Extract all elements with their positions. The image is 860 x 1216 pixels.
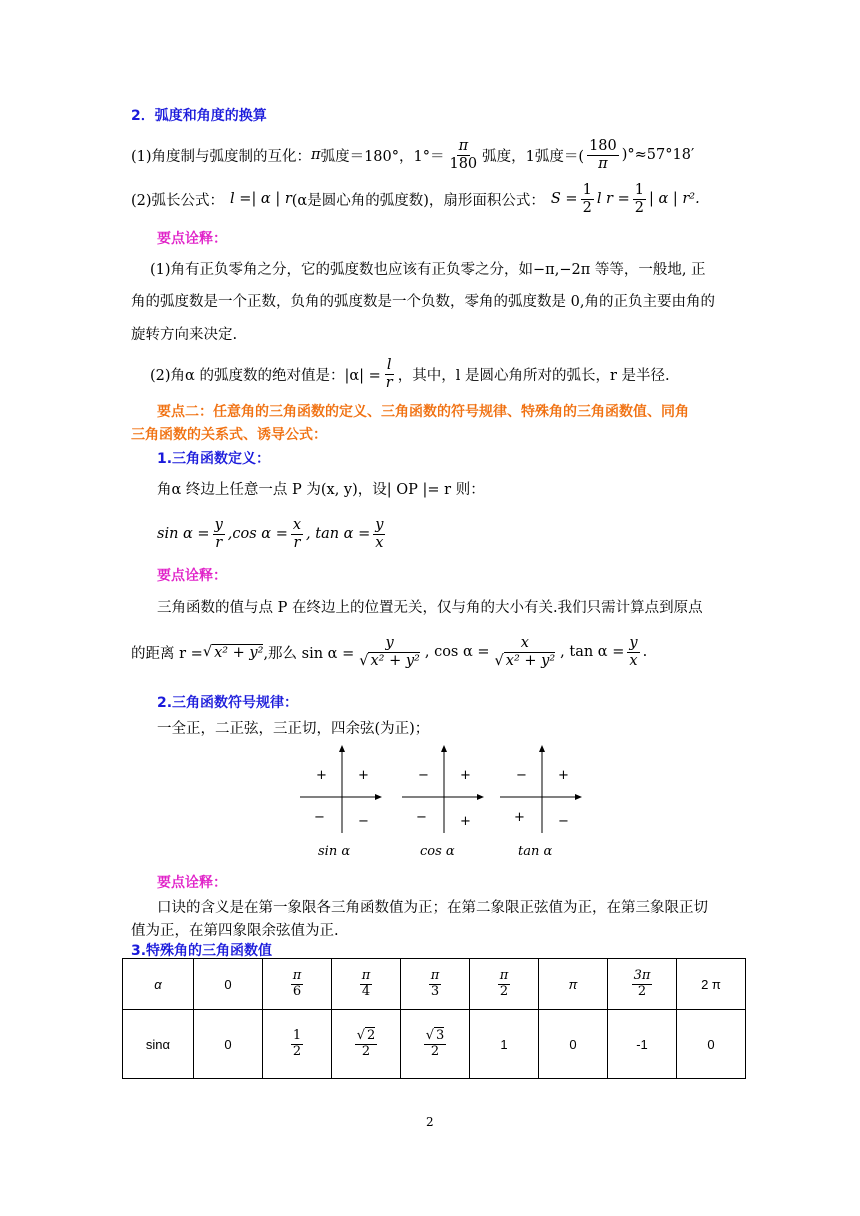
frac-denominator: 180 bbox=[449, 155, 478, 172]
x-axis-arrow bbox=[477, 794, 484, 800]
signs-heading: 2.三角函数符号规律： bbox=[157, 695, 299, 711]
angle-cell: $\frac{\pi}{2}$ bbox=[470, 959, 539, 1010]
note-title: 要点诠释： bbox=[157, 231, 227, 247]
sign-q2: − bbox=[516, 768, 527, 783]
angle-cell: $\frac{\pi}{3}$ bbox=[401, 959, 470, 1010]
trig-definition-formulas bbox=[157, 512, 388, 556]
sqrt-sign: √ bbox=[202, 644, 213, 660]
cos-label: ,cos α = bbox=[227, 526, 288, 542]
fraction-tan bbox=[627, 635, 639, 669]
keypoint2-line1: 要点二：任意角的三角函数的定义、三角函数的符号规律、特殊角的三角函数值、同角 bbox=[157, 404, 689, 420]
sign-q2: + bbox=[316, 768, 327, 783]
sign-q1: + bbox=[460, 768, 471, 783]
frac-numerator: 180 bbox=[589, 137, 617, 154]
frac-denominator: r bbox=[385, 374, 393, 391]
def-note-line1: 三角函数的值与点 P 在终边上的位置无关，仅与角的大小有关.我们只需计算点到原点 bbox=[157, 600, 703, 616]
table-header-sin: sinα bbox=[123, 1010, 194, 1079]
sign-q2: − bbox=[418, 768, 429, 783]
sector-area-S: S = bbox=[550, 191, 578, 207]
definition-line: 角α 终边上任意一点 P 为(x, y)，设| OP |= r 则： bbox=[157, 482, 485, 498]
x-axis-arrow bbox=[575, 794, 582, 800]
fraction-sin bbox=[357, 635, 422, 669]
frac-numerator: y bbox=[629, 634, 638, 651]
special-angles-heading: 3.特殊角的三角函数值 bbox=[131, 943, 273, 959]
frac-denominator: 2 bbox=[634, 199, 644, 216]
quadrant-diagram bbox=[298, 745, 388, 864]
sin-value-cell: 0 bbox=[677, 1010, 746, 1079]
diagram-label: tan α bbox=[518, 844, 553, 859]
angle-cell: $\frac{\pi}{6}$ bbox=[263, 959, 332, 1010]
cos-label: , cos α = bbox=[424, 644, 490, 660]
frac-numerator: 1 bbox=[634, 181, 644, 198]
frac-numerator: π bbox=[458, 137, 469, 154]
sector-area-end: | α | r². bbox=[648, 191, 700, 207]
pi-symbol: π bbox=[311, 147, 321, 163]
arc-length-formula: l =| α | r bbox=[230, 191, 292, 207]
sector-area-lr: l r = bbox=[596, 191, 630, 207]
frac-denominator: x bbox=[629, 652, 638, 669]
tan-label: , tan α = bbox=[306, 526, 371, 542]
fraction-pi-over-180 bbox=[447, 138, 479, 172]
keypoint2-line2: 三角函数的关系式、诱导公式： bbox=[131, 427, 327, 443]
sin-value-cell: 0 bbox=[539, 1010, 608, 1079]
quadrant-diagram bbox=[498, 745, 588, 864]
arc-length-prefix: (2)弧长公式： bbox=[131, 192, 225, 209]
sin-value-cell: $\frac{√ 3}{2}$ bbox=[401, 1010, 470, 1079]
fraction-y-over-x bbox=[373, 517, 385, 551]
distance-label: 的距离 r = bbox=[131, 645, 203, 662]
fraction-x-over-r bbox=[291, 517, 303, 551]
sign-q1: + bbox=[358, 768, 369, 783]
angle-cell: π bbox=[539, 959, 608, 1010]
angle-cell: 2 π bbox=[677, 959, 746, 1010]
quadrant-diagram bbox=[400, 745, 490, 864]
sqrt-radicand: x² + y² bbox=[214, 644, 264, 661]
frac-numerator: l bbox=[386, 356, 392, 373]
sign-q1: + bbox=[558, 768, 569, 783]
frac-numerator: x bbox=[292, 516, 302, 533]
frac-numerator: y bbox=[385, 634, 394, 651]
page-number: 2 bbox=[426, 1115, 434, 1129]
frac-numerator: x bbox=[520, 634, 529, 651]
sin-label: ,那么 sin α = bbox=[263, 645, 355, 662]
arc-length-line bbox=[131, 176, 700, 222]
angle-cell: $\frac{\pi}{4}$ bbox=[332, 959, 401, 1010]
fraction-one-half bbox=[581, 182, 594, 216]
quadrant-axes bbox=[498, 745, 588, 860]
conversion-part-c: )°≈57°18′ bbox=[621, 147, 695, 163]
fraction-l-over-r bbox=[384, 357, 395, 391]
section-heading-radian-conversion: 2．弧度和角度的换算 bbox=[131, 108, 267, 124]
sign-q4: − bbox=[558, 814, 569, 829]
note1-line2: 角的弧度数是一个正数，负角的弧度数是一个负数，零角的弧度数是 0,角的正负主要由角的 bbox=[131, 294, 715, 310]
angle-cell: 0 bbox=[194, 959, 263, 1010]
frac-denominator: 2 bbox=[582, 199, 592, 216]
diagram-label: sin α bbox=[318, 844, 351, 859]
diagram-label: cos α bbox=[420, 844, 455, 859]
quadrant-axes bbox=[400, 745, 490, 860]
signs-rule: 一全正，二正弦，三正切，四余弦(为正)； bbox=[157, 721, 430, 737]
def-note-line2 bbox=[131, 626, 647, 678]
note-title: 要点诠释： bbox=[157, 875, 227, 891]
y-axis-arrow bbox=[339, 745, 345, 752]
y-axis-arrow bbox=[539, 745, 545, 752]
y-axis-arrow bbox=[441, 745, 447, 752]
note2-prefix: (2)角α 的弧度数的绝对值是：|α| = bbox=[150, 367, 381, 384]
special-angle-table bbox=[122, 958, 746, 1079]
frac-denominator: π bbox=[598, 155, 608, 172]
fraction-y-over-r bbox=[213, 517, 225, 551]
frac-numerator: 1 bbox=[582, 181, 592, 198]
frac-denominator: √ x² + y² bbox=[494, 652, 556, 669]
fraction-cos bbox=[493, 635, 558, 669]
sign-q4: + bbox=[460, 814, 471, 829]
frac-numerator: y bbox=[214, 516, 223, 533]
note1-line1: (1)角有正负零角之分，它的弧度数也应该有正负零之分，如−π,−2π 等等，一般地, 正 bbox=[150, 262, 706, 278]
quadrant-axes bbox=[298, 745, 388, 860]
arc-length-mid: (α是圆心角的弧度数)，扇形面积公式： bbox=[291, 192, 545, 209]
definition-heading: 1.三角函数定义： bbox=[157, 451, 271, 467]
period: . bbox=[642, 644, 648, 660]
conversion-part-b: 弧度，1弧度＝( bbox=[482, 148, 585, 165]
note1-line3: 旋转方向来决定. bbox=[131, 327, 238, 343]
signs-note-line2: 值为正，在第四象限余弦值为正. bbox=[131, 923, 339, 939]
fraction-one-half bbox=[633, 182, 646, 216]
table-row bbox=[123, 959, 746, 1010]
sin-value-cell: 0 bbox=[194, 1010, 263, 1079]
x-axis-arrow bbox=[375, 794, 382, 800]
sin-label: sin α = bbox=[157, 526, 210, 542]
sin-value-cell: $\frac{√ 2}{2}$ bbox=[332, 1010, 401, 1079]
table-row bbox=[123, 1010, 746, 1079]
frac-numerator: y bbox=[375, 516, 384, 533]
tan-label: , tan α = bbox=[560, 644, 625, 660]
frac-denominator: r bbox=[215, 534, 223, 551]
conversion-line-prefix: (1)角度制与弧度制的互化： bbox=[131, 148, 312, 165]
sin-value-cell: 1 bbox=[470, 1010, 539, 1079]
sign-q3: − bbox=[416, 810, 427, 825]
sign-q3: − bbox=[314, 810, 325, 825]
signs-note-line1: 口诀的含义是在第一象限各三角函数值为正；在第二象限正弦值为正，在第三象限正切 bbox=[157, 900, 708, 916]
sin-value-cell: -1 bbox=[608, 1010, 677, 1079]
sqrt-radicand: x² + y² bbox=[370, 652, 420, 669]
sign-q3: + bbox=[514, 810, 525, 825]
conversion-part-a: 弧度＝180°，1°＝ bbox=[320, 148, 445, 165]
note-title: 要点诠释： bbox=[157, 568, 227, 584]
note2-suffix: ，其中，l 是圆心角所对的弧长，r 是半径. bbox=[397, 367, 670, 384]
sin-value-cell: $\frac{1}{2}$ bbox=[263, 1010, 332, 1079]
frac-denominator: r bbox=[293, 534, 301, 551]
conversion-line bbox=[131, 130, 694, 180]
frac-denominator: x bbox=[375, 534, 384, 551]
frac-denominator: √ x² + y² bbox=[359, 652, 420, 669]
sign-q4: − bbox=[358, 814, 369, 829]
angle-cell: $\frac{3\pi}{2}$ bbox=[608, 959, 677, 1010]
table-header-alpha: α bbox=[123, 959, 194, 1010]
sqrt-radicand: x² + y² bbox=[505, 652, 556, 669]
note2-line bbox=[150, 352, 670, 396]
fraction-180-over-pi bbox=[587, 138, 619, 172]
